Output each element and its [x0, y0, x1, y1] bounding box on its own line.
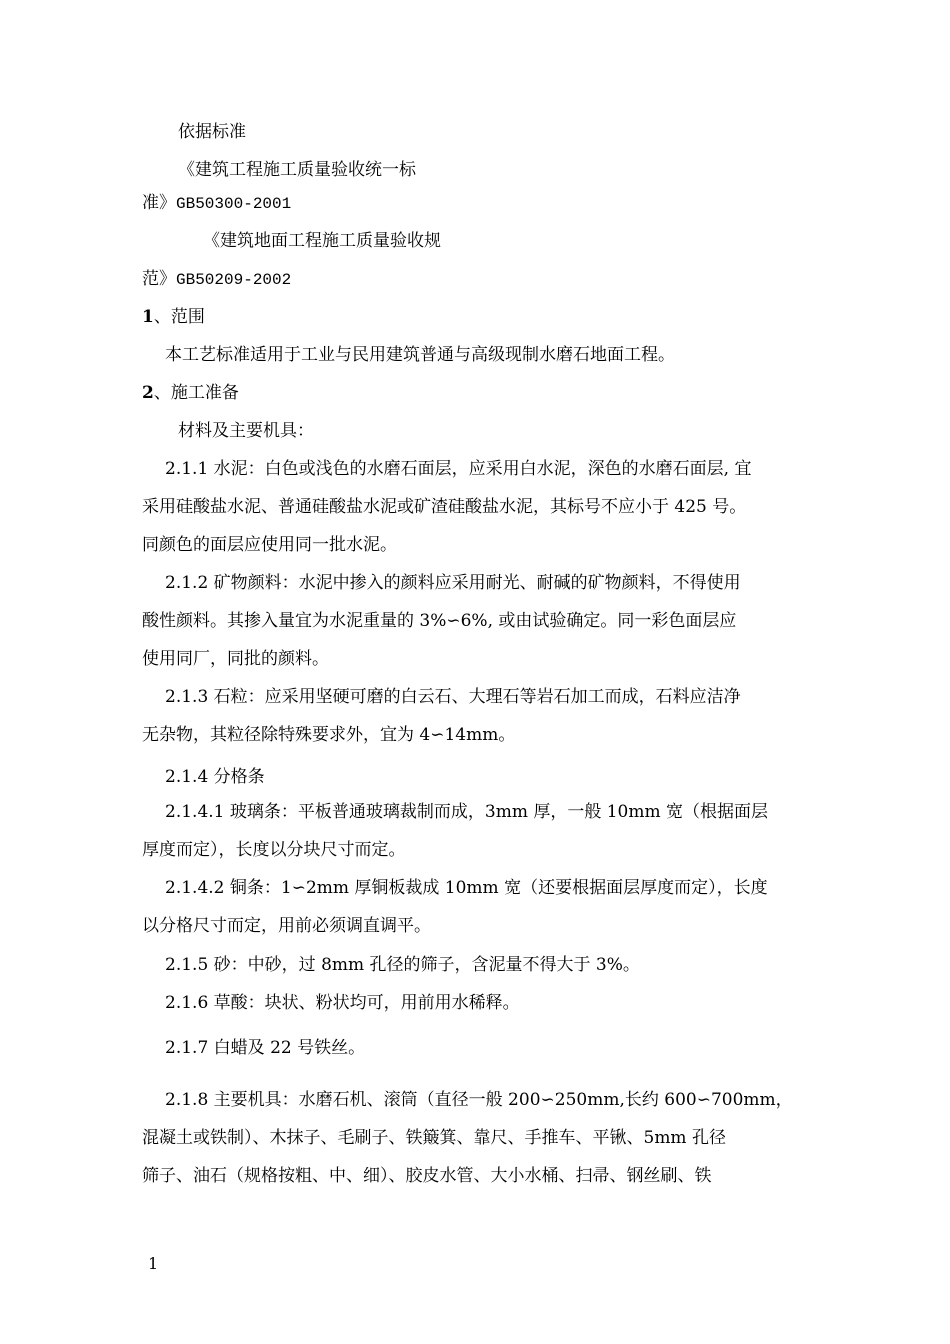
- item-2-1-8-line-3: 筛子、油石（规格按粗、中、细）、胶皮水管、大小水桶、扫帚、钢丝刷、铁: [142, 1166, 712, 1186]
- item-2-1-4: 2.1.4 分格条: [165, 767, 265, 787]
- standard-1-code-line: [142, 191, 291, 216]
- item-2-1-8-line-2: 混凝土或铁制）、木抹子、毛刷子、铁簸箕、靠尺、手推车、平锹、5mm 孔径: [142, 1128, 726, 1148]
- item-2-1-2-line-3: 使用同厂，同批的颜料。: [142, 649, 329, 669]
- standard-1-suffix: 准》: [142, 193, 176, 213]
- item-2-1-2-line-1: 2.1.2 矿物颜料：水泥中掺入的颜料应采用耐光、耐碱的矿物颜料，不得使用: [165, 573, 741, 593]
- page-number: 1: [148, 1254, 159, 1273]
- standard-1-title: 《建筑工程施工质量验收统一标: [178, 160, 416, 180]
- item-2-1-1-line-2: 采用硅酸盐水泥、普通硅酸盐水泥或矿渣硅酸盐水泥，其标号不应小于 425 号。: [142, 497, 747, 517]
- section-1-heading: [142, 305, 205, 329]
- item-2-1-8-line-1: 2.1.8 主要机具：水磨石机、滚筒（直径一般 200∽250mm,长约 600∽700mm，: [165, 1090, 793, 1110]
- item-2-1-1-line-1: 2.1.1 水泥：白色或浅色的水磨石面层，应采用白水泥，深色的水磨石面层, 宜: [165, 459, 752, 479]
- basis-heading: 依据标准: [178, 122, 246, 142]
- item-2-1-2-line-2: 酸性颜料。其掺入量宜为水泥重量的 3%∽6%, 或由试验确定。同一彩色面层应: [142, 611, 737, 631]
- standard-2-code: GB50209-2002: [176, 271, 292, 289]
- item-2-1-3-line-1: 2.1.3 石粒：应采用坚硬可磨的白云石、大理石等岩石加工而成，石料应洁净: [165, 687, 741, 707]
- item-2-1-6: 2.1.6 草酸：块状、粉状均可，用前用水稀释。: [165, 993, 520, 1013]
- standard-2-code-line: [142, 267, 291, 292]
- section-1-title: 、范围: [153, 307, 205, 327]
- item-2-1-4-1-line-2: 厚度而定），长度以分块尺寸而定。: [142, 840, 406, 860]
- section-1-body: 本工艺标准适用于工业与民用建筑普通与高级现制水磨石地面工程。: [165, 345, 675, 365]
- item-2-1-7: 2.1.7 白蜡及 22 号铁丝。: [165, 1038, 366, 1058]
- standard-2-title: 《建筑地面工程施工质量验收规: [203, 231, 441, 251]
- item-2-1-4-2-line-2: 以分格尺寸而定，用前必须调直调平。: [142, 916, 431, 936]
- item-2-1-4-2-line-1: 2.1.4.2 铜条：1∽2mm 厚铜板裁成 10mm 宽（还要根据面层厚度而定），长度: [165, 878, 768, 898]
- section-2-number: 2: [142, 383, 154, 403]
- standard-1-code: GB50300-2001: [176, 195, 292, 213]
- item-2-1-3-line-2: 无杂物，其粒径除特殊要求外，宜为 4∽14mm。: [142, 725, 516, 745]
- section-2-heading: [142, 381, 239, 405]
- section-2-title: 、施工准备: [153, 383, 239, 403]
- section-1-number: 1: [142, 307, 154, 327]
- standard-2-suffix: 范》: [142, 269, 176, 289]
- item-2-1-4-1-line-1: 2.1.4.1 玻璃条：平板普通玻璃裁制而成，3mm 厚，一般 10mm 宽（根据面层: [165, 802, 769, 822]
- materials-subheading: 材料及主要机具：: [178, 421, 314, 441]
- item-2-1-5: 2.1.5 砂：中砂，过 8mm 孔径的筛子，含泥量不得大于 3%。: [165, 955, 640, 975]
- item-2-1-1-line-3: 同颜色的面层应使用同一批水泥。: [142, 535, 397, 555]
